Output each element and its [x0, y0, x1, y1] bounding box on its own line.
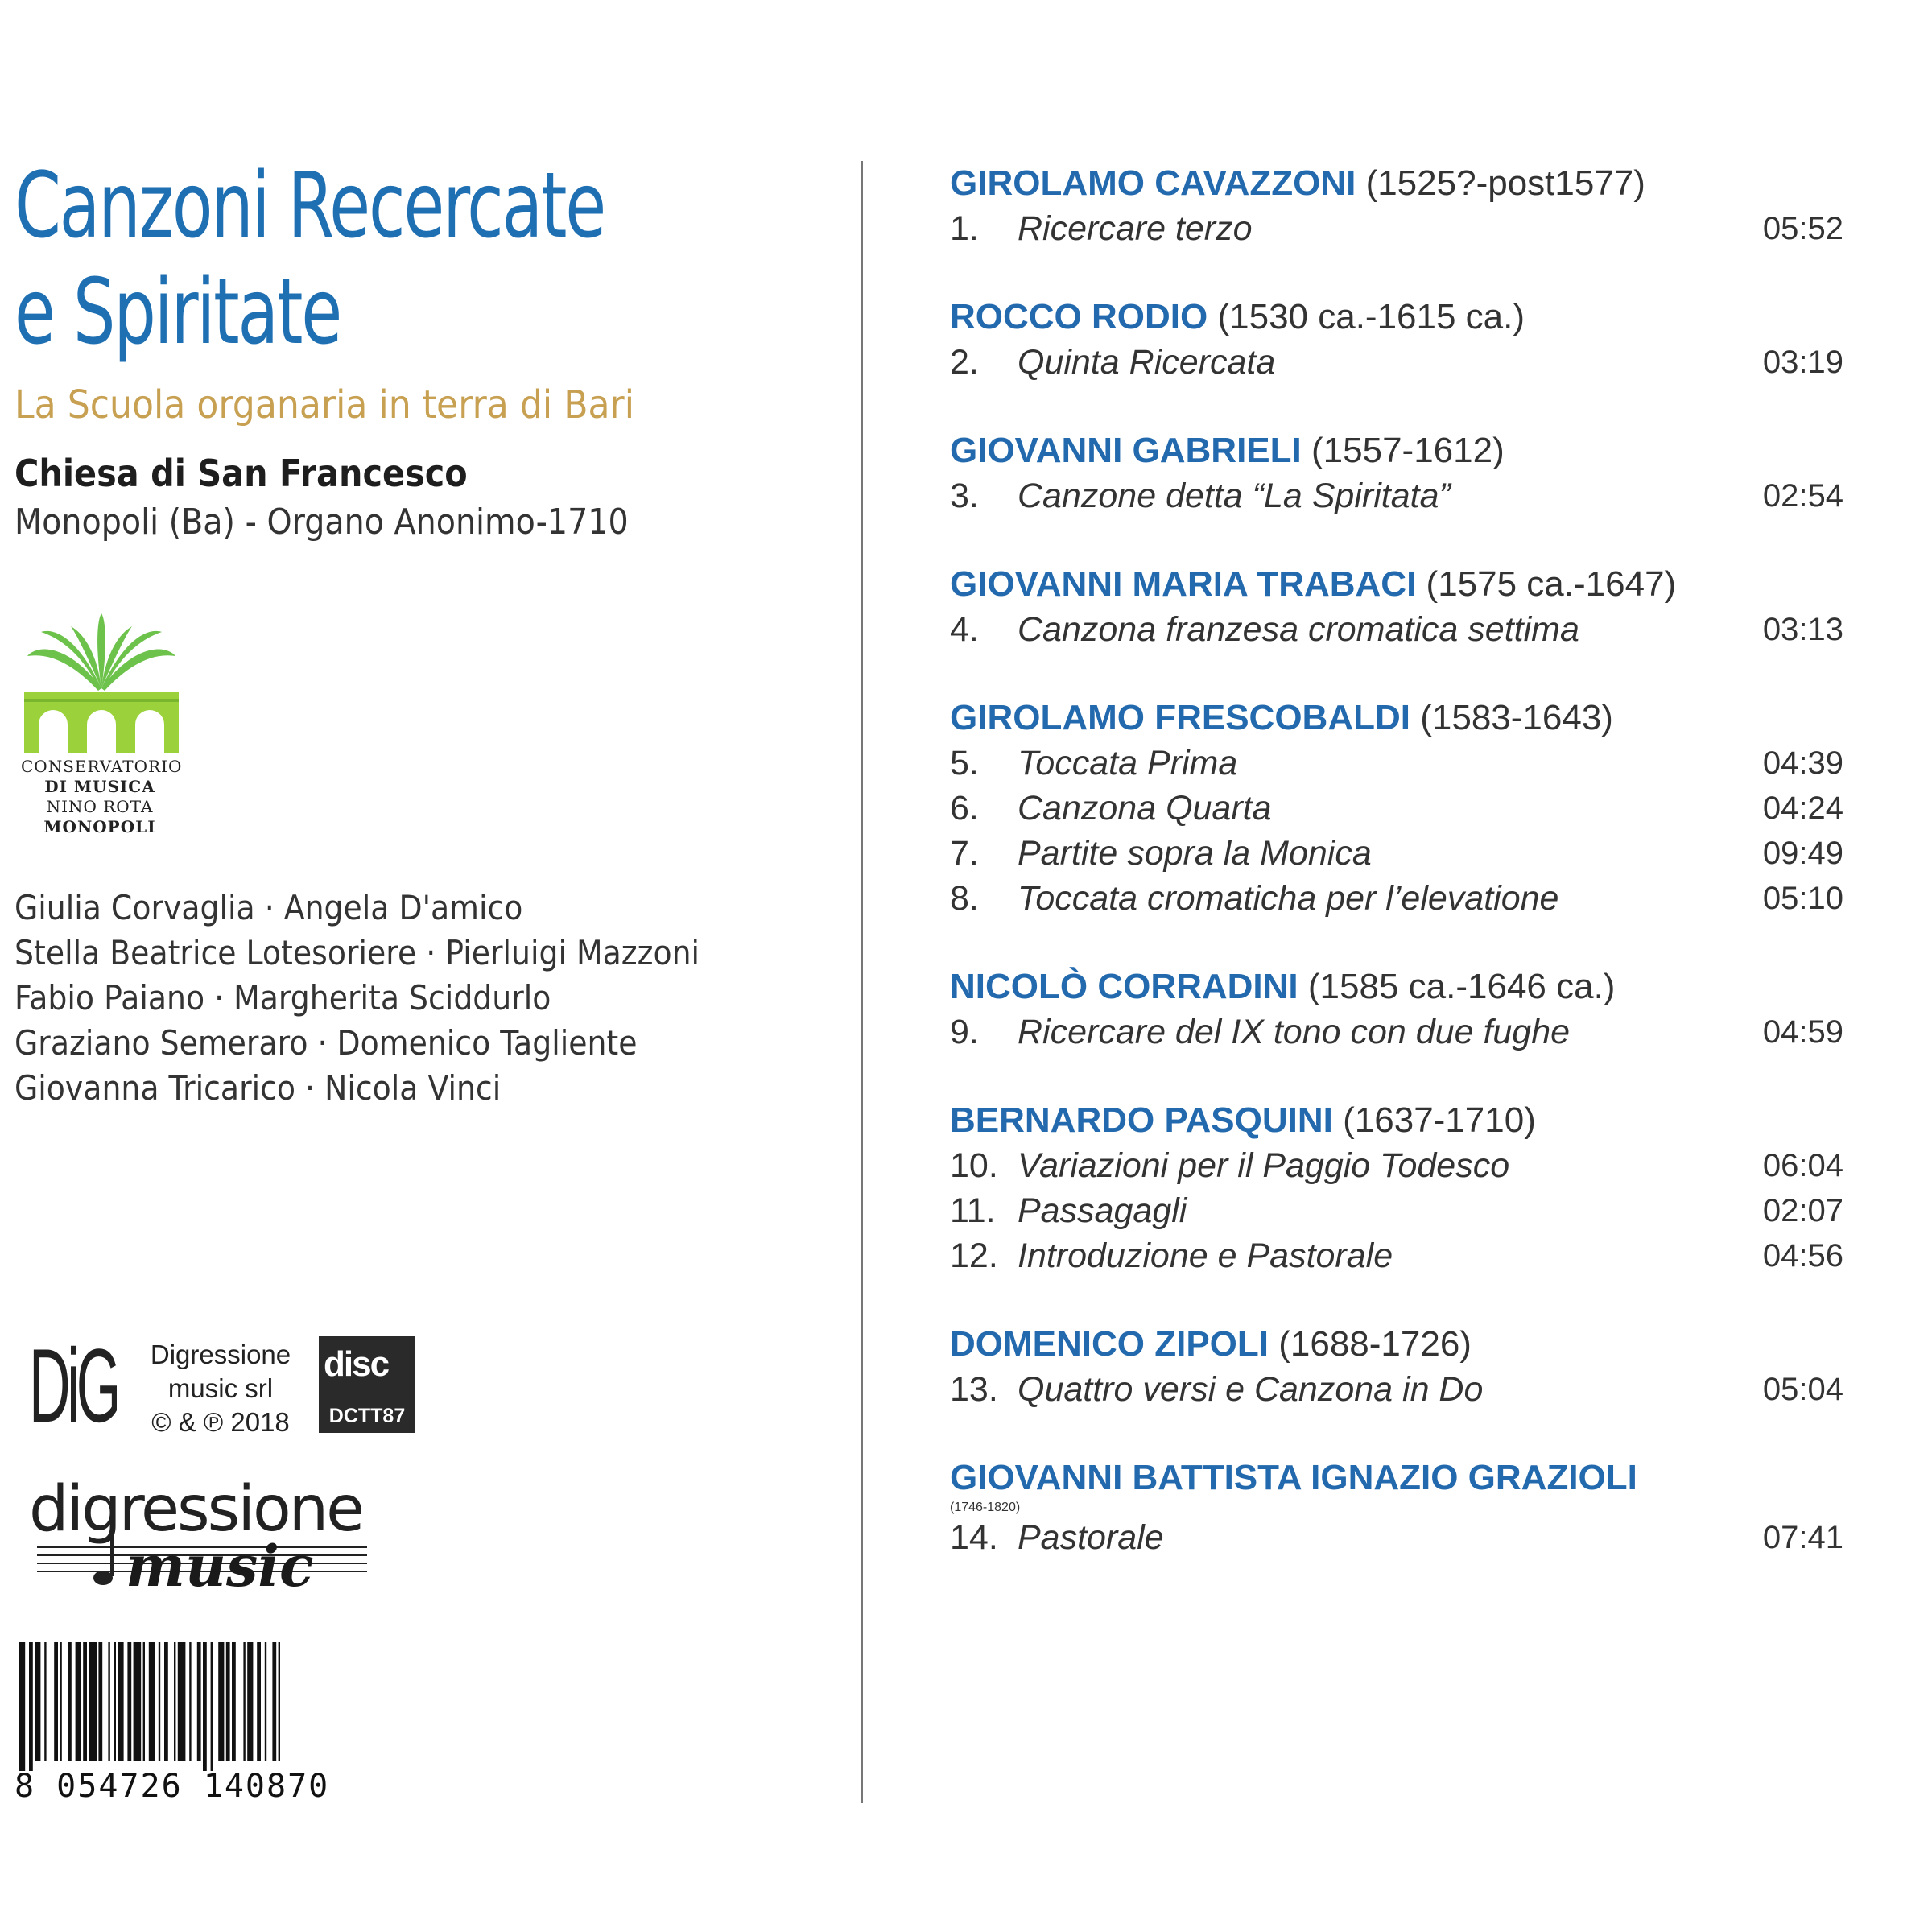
- composer-dates: (1746-1820): [950, 1501, 1021, 1514]
- track-number: 14.: [950, 1518, 998, 1557]
- track-number: 1.: [950, 209, 979, 248]
- track-row: [950, 1233, 1852, 1278]
- track-title: Toccata Prima: [1018, 744, 1238, 782]
- track-number: 3.: [950, 477, 979, 515]
- barcode-bar: [68, 1642, 72, 1761]
- composer-name: GIROLAMO FRESCOBALDI: [950, 698, 1410, 737]
- barcode-bar: [60, 1642, 61, 1761]
- barcode-number: 8 054726 140870: [14, 1768, 330, 1805]
- composer-block: [950, 295, 1852, 385]
- barcode: [14, 1642, 401, 1803]
- barcode-bars: [14, 1642, 401, 1771]
- track-duration: 04:56: [1762, 1238, 1843, 1274]
- barcode-bar: [211, 1642, 213, 1771]
- barcode-bar: [114, 1642, 116, 1761]
- barcode-bar: [118, 1642, 123, 1761]
- track-duration: 05:52: [1762, 211, 1843, 246]
- track-title: Partite sopra la Monica: [1018, 834, 1372, 873]
- barcode-bar: [35, 1642, 40, 1761]
- catalog-number: DCTT87: [328, 1405, 406, 1427]
- track-duration: 02:54: [1762, 478, 1843, 514]
- barcode-bar: [54, 1642, 58, 1761]
- performers-line: Giulia Corvaglia · Angela D'amico: [14, 888, 523, 927]
- track-title: Canzona franzesa cromatica settima: [1018, 610, 1579, 649]
- track-duration: 05:10: [1762, 881, 1843, 916]
- track-title: Canzona Quarta: [1018, 789, 1272, 828]
- track-number: 13.: [950, 1370, 998, 1409]
- label-company: [124, 1338, 317, 1439]
- track-title: Quattro versi e Canzona in Do: [1018, 1370, 1484, 1409]
- venue: Chiesa di San Francesco: [14, 452, 468, 495]
- composer-heading: [950, 562, 1852, 607]
- album-title: [14, 153, 828, 374]
- conservatory-logo: [21, 612, 182, 857]
- performers-line: Stella Beatrice Lotesoriere · Pierluigi Mazzoni: [14, 933, 700, 972]
- composer-name: BERNARDO PASQUINI: [950, 1100, 1333, 1140]
- barcode-bar: [243, 1642, 245, 1761]
- track-row: [950, 786, 1852, 831]
- barcode-bar: [272, 1642, 276, 1761]
- track-title: Variazioni per il Paggio Todesco: [1018, 1146, 1510, 1185]
- track-number: 4.: [950, 610, 979, 649]
- music-script: music: [126, 1533, 314, 1600]
- palm-arch-icon: [21, 612, 182, 753]
- composer-heading: [950, 696, 1852, 741]
- performers-list: [14, 886, 836, 1111]
- location: Monopoli (Ba) - Organo Anonimo-1710: [14, 502, 629, 543]
- album-title-line-2: e Spiritate: [14, 260, 341, 365]
- barcode-bar: [134, 1642, 142, 1761]
- conservatory-line-4: MONOPOLI: [43, 817, 156, 836]
- composer-dates: (1530 ca.-1615 ca.): [1217, 297, 1525, 336]
- track-title: Introduzione e Pastorale: [1018, 1236, 1393, 1275]
- track-title: Pastorale: [1018, 1518, 1164, 1557]
- track-number: 6.: [950, 789, 979, 828]
- track-duration: 05:04: [1762, 1372, 1843, 1407]
- track-number: 12.: [950, 1236, 998, 1275]
- conservatory-text: [21, 757, 183, 837]
- track-row: [950, 473, 1852, 518]
- track-duration: 02:07: [1762, 1193, 1843, 1228]
- barcode-bar: [174, 1642, 175, 1761]
- composer-heading: [950, 161, 1852, 206]
- copyright: © & ℗ 2018: [151, 1407, 290, 1437]
- barcode-bar: [143, 1642, 145, 1761]
- album-subtitle: La Scuola organaria in terra di Bari: [14, 382, 634, 427]
- composer-dates: (1637-1710): [1343, 1100, 1536, 1140]
- performers-line: Graziano Semeraro · Domenico Tagliente: [14, 1023, 638, 1063]
- barcode-bar: [203, 1642, 207, 1771]
- compact-disc-logo: [319, 1336, 415, 1433]
- composer-name: GIROLAMO CAVAZZONI: [950, 163, 1356, 203]
- company-name: Digressione: [150, 1340, 291, 1369]
- tracklist: [950, 161, 1852, 1604]
- barcode-bar: [19, 1642, 25, 1771]
- composer-name: GIOVANNI MARIA TRABACI: [950, 564, 1417, 604]
- track-row: [950, 1367, 1852, 1412]
- track-row: [950, 831, 1852, 876]
- track-title: Ricercare del IX tono con due fughe: [1018, 1013, 1571, 1051]
- barcode-bar: [218, 1642, 224, 1761]
- composer-name: GIOVANNI GABRIELI: [950, 431, 1302, 470]
- track-number: 11.: [950, 1191, 996, 1230]
- track-number: 7.: [950, 834, 979, 873]
- composer-block: [950, 1098, 1852, 1278]
- performers-line: Giovanna Tricarico · Nicola Vinci: [14, 1068, 502, 1108]
- track-duration: 03:19: [1762, 345, 1843, 380]
- barcode-bar: [247, 1642, 253, 1761]
- composer-heading: [950, 1098, 1852, 1143]
- track-title: Ricercare terzo: [1018, 209, 1253, 248]
- track-duration: 03:13: [1762, 612, 1843, 647]
- track-number: 8.: [950, 879, 979, 918]
- composer-dates: (1585 ca.-1646 ca.): [1307, 967, 1616, 1006]
- digressione-music-logo: [29, 1473, 391, 1600]
- composer-name: DOMENICO ZIPOLI: [950, 1324, 1269, 1364]
- composer-block: [950, 562, 1852, 652]
- composer-block: [950, 964, 1852, 1055]
- composer-dates: (1688-1726): [1278, 1324, 1472, 1364]
- barcode-bar: [226, 1642, 230, 1761]
- composer-block: [950, 1455, 1852, 1560]
- track-title: Toccata cromaticha per l’elevatione: [1018, 879, 1559, 918]
- barcode-bar: [127, 1642, 131, 1761]
- track-row: [950, 206, 1852, 251]
- track-row: [950, 1188, 1852, 1233]
- composer-dates: (1525?-post1577): [1365, 163, 1645, 203]
- barcode-bar: [197, 1642, 201, 1761]
- digressione-wordmark: digressione: [29, 1473, 363, 1546]
- composer-name: ROCCO RODIO: [950, 297, 1208, 336]
- track-row: [950, 1009, 1852, 1055]
- barcode-bar: [98, 1642, 102, 1761]
- disc-logo-word: disc: [324, 1344, 389, 1384]
- track-number: 9.: [950, 1013, 979, 1051]
- barcode-bar: [29, 1642, 33, 1771]
- composer-heading: [950, 964, 1852, 1009]
- track-row: [950, 1143, 1852, 1188]
- composer-heading: [950, 1455, 1852, 1501]
- track-number: 10.: [950, 1146, 998, 1185]
- track-row: [950, 340, 1852, 385]
- barcode-bar: [76, 1642, 81, 1761]
- barcode-bar: [149, 1642, 155, 1761]
- composer-heading: [950, 1322, 1852, 1367]
- barcode-bar: [279, 1642, 280, 1761]
- composer-name: GIOVANNI BATTISTA IGNAZIO GRAZIOLI: [950, 1458, 1637, 1497]
- composer-dates: (1583-1643): [1420, 698, 1613, 737]
- composer-heading: [950, 428, 1852, 473]
- barcode-bar: [164, 1642, 168, 1761]
- track-number: 5.: [950, 744, 979, 782]
- composer-block: [950, 1322, 1852, 1412]
- composer-dates: (1557-1612): [1311, 431, 1505, 470]
- track-row: [950, 876, 1852, 921]
- barcode-bar: [232, 1642, 236, 1761]
- composer-block: [950, 696, 1852, 921]
- barcode-bar: [257, 1642, 261, 1761]
- composer-name: NICOLÒ CORRADINI: [950, 967, 1298, 1006]
- composer-heading: [950, 295, 1852, 340]
- performers-line: Fabio Paiano · Margherita Sciddurlo: [14, 978, 551, 1018]
- barcode-bar: [159, 1642, 160, 1761]
- track-duration: 06:04: [1762, 1148, 1843, 1183]
- composer-block: [950, 161, 1852, 251]
- composer-block: [950, 428, 1852, 518]
- barcode-bar: [89, 1642, 97, 1761]
- barcode-bar: [178, 1642, 186, 1761]
- track-duration: 04:39: [1762, 745, 1843, 781]
- track-duration: 04:24: [1762, 791, 1843, 826]
- conservatory-line-3: NINO ROTA: [46, 797, 154, 816]
- album-info: [14, 153, 828, 543]
- barcode-bar: [44, 1642, 46, 1761]
- track-title: Canzone detta “La Spiritata”: [1018, 477, 1451, 515]
- company-type: music srl: [167, 1373, 274, 1403]
- track-duration: 04:59: [1762, 1014, 1843, 1050]
- track-row: [950, 607, 1852, 652]
- column-divider: [861, 161, 863, 1803]
- barcode-bar: [83, 1642, 87, 1761]
- track-row: [950, 1515, 1852, 1560]
- track-duration: 07:41: [1762, 1520, 1843, 1555]
- album-title-line-1: Canzoni Recercate: [14, 154, 605, 258]
- track-title: Quinta Ricercata: [1018, 343, 1276, 382]
- label-info: [29, 1327, 406, 1444]
- dig-logo: DiG: [29, 1327, 118, 1444]
- barcode-bar: [265, 1642, 266, 1761]
- track-duration: 09:49: [1762, 836, 1843, 871]
- composer-dates: (1575 ca.-1647): [1426, 564, 1677, 604]
- track-title: Passagagli: [1018, 1191, 1187, 1230]
- track-number: 2.: [950, 343, 979, 382]
- barcode-bar: [108, 1642, 109, 1761]
- conservatory-line-1: CONSERVATORIO: [21, 757, 183, 776]
- conservatory-line-2: DI MUSICA: [44, 777, 155, 796]
- barcode-bar: [189, 1642, 191, 1761]
- track-row: [950, 741, 1852, 786]
